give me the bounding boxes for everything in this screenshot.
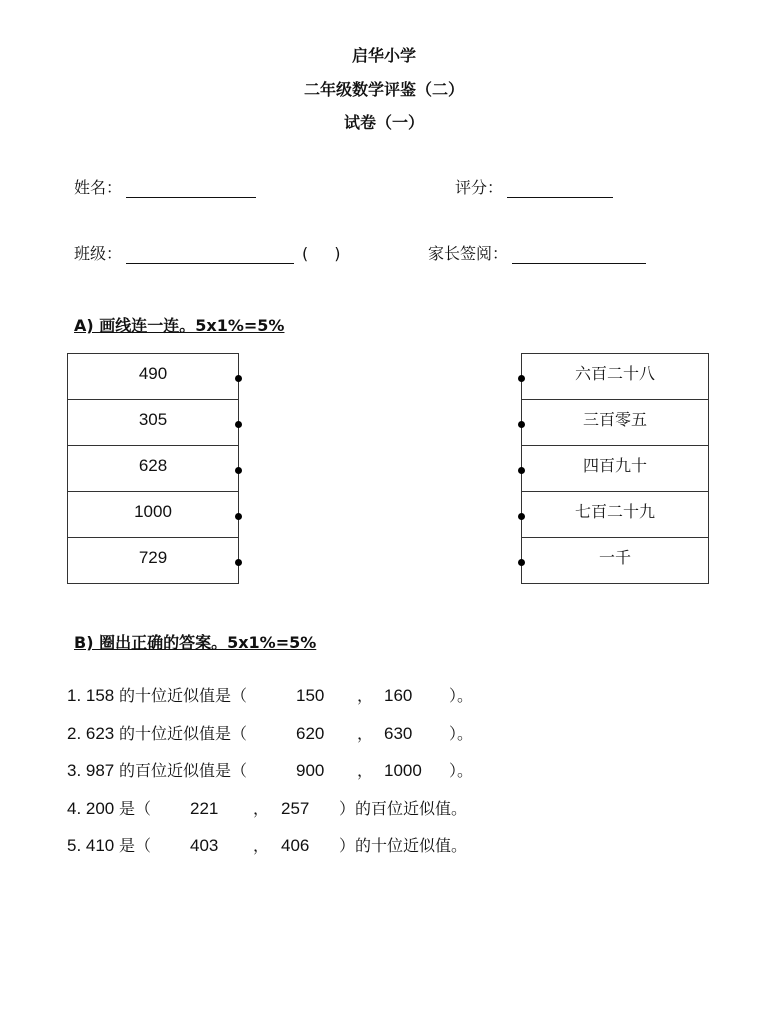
answer-option[interactable]: 620 <box>296 723 325 743</box>
question-item <box>67 761 667 799</box>
answer-option[interactable]: 900 <box>296 761 325 780</box>
number-text: 305 <box>138 410 168 429</box>
answer-option[interactable]: 150 <box>296 686 325 705</box>
score-field[interactable] <box>455 178 613 198</box>
question-suffix: ）。 <box>449 686 474 705</box>
connector-dot[interactable] <box>235 559 242 566</box>
option-separator: ， <box>253 836 270 855</box>
parent-signature-label: 家长签阅： <box>428 244 509 263</box>
paren-close: ) <box>334 244 341 263</box>
question-number: 5. 410 <box>67 836 115 855</box>
number-cell <box>68 538 238 583</box>
question-suffix: ）。 <box>449 723 474 743</box>
class-blank[interactable] <box>126 247 294 264</box>
name-blank[interactable] <box>126 181 256 198</box>
connector-dot[interactable] <box>235 513 242 520</box>
question-item <box>67 799 667 837</box>
paper-title: 试卷（一） <box>343 113 424 132</box>
paren-open: ( <box>302 244 309 263</box>
question-text: 是（ <box>119 798 152 818</box>
name-label: 姓名： <box>74 178 123 197</box>
question-number: 2. 623 <box>67 723 115 743</box>
class-label: 班级： <box>74 244 123 263</box>
words-column <box>521 353 709 584</box>
name-field[interactable] <box>74 178 256 198</box>
question-text: 的百位近似值是（ <box>119 761 248 780</box>
question-list <box>67 686 667 874</box>
words-cell <box>522 446 708 492</box>
words-text: 四百九十 <box>582 456 647 475</box>
words-cell <box>522 492 708 538</box>
number-text: 490 <box>138 364 168 383</box>
exam-title: 二年级数学评鉴（二） <box>303 80 464 99</box>
answer-option[interactable]: 221 <box>190 798 219 818</box>
question-text: 的十位近似值是（ <box>119 723 248 743</box>
question-item <box>67 724 667 762</box>
number-cell <box>68 354 238 400</box>
option-separator: ， <box>357 686 374 705</box>
number-cell <box>68 446 238 492</box>
score-blank[interactable] <box>507 181 613 198</box>
question-suffix: ）。 <box>449 761 474 780</box>
answer-option[interactable]: 257 <box>281 798 310 818</box>
question-item <box>67 686 667 724</box>
parent-signature-blank[interactable] <box>512 247 646 264</box>
connector-dot[interactable] <box>235 375 242 382</box>
answer-option[interactable]: 160 <box>384 686 413 705</box>
option-separator: ， <box>357 761 374 780</box>
option-separator: ， <box>357 723 374 743</box>
option-separator: ， <box>253 798 270 818</box>
answer-option[interactable]: 1000 <box>384 761 422 780</box>
words-text: 六百二十八 <box>574 364 655 383</box>
question-number: 3. 987 <box>67 761 115 780</box>
number-cell <box>68 492 238 538</box>
number-text: 1000 <box>134 502 172 521</box>
question-suffix: ）的十位近似值。 <box>339 836 468 855</box>
section-a-title: A) 画线连一连。5x1%=5% <box>74 316 285 335</box>
parent-signature-field[interactable] <box>428 244 646 264</box>
words-text: 一千 <box>598 548 631 567</box>
connector-dot[interactable] <box>235 467 242 474</box>
school-name: 启华小学 <box>351 46 416 65</box>
number-cell <box>68 400 238 446</box>
words-cell <box>522 400 708 446</box>
answer-option[interactable]: 403 <box>190 836 219 855</box>
number-text: 628 <box>138 456 168 475</box>
question-text: 的十位近似值是（ <box>119 686 248 705</box>
words-cell <box>522 354 708 400</box>
question-item <box>67 836 667 874</box>
question-suffix: ）的百位近似值。 <box>339 798 468 818</box>
words-text: 七百二十九 <box>574 502 655 521</box>
words-text: 三百零五 <box>582 410 647 429</box>
section-b-title: B) 圈出正确的答案。5x1%=5% <box>74 633 317 652</box>
connector-dot[interactable] <box>235 421 242 428</box>
class-field[interactable] <box>74 244 341 264</box>
question-number: 1. 158 <box>67 686 115 705</box>
words-cell <box>522 538 708 583</box>
number-text: 729 <box>138 548 168 567</box>
class-number-paren[interactable] <box>302 244 341 264</box>
answer-option[interactable]: 406 <box>281 836 310 855</box>
question-number: 4. 200 <box>67 798 115 818</box>
answer-option[interactable]: 630 <box>384 723 413 743</box>
score-label: 评分： <box>455 178 504 197</box>
question-text: 是（ <box>119 836 152 855</box>
number-column <box>67 353 239 584</box>
